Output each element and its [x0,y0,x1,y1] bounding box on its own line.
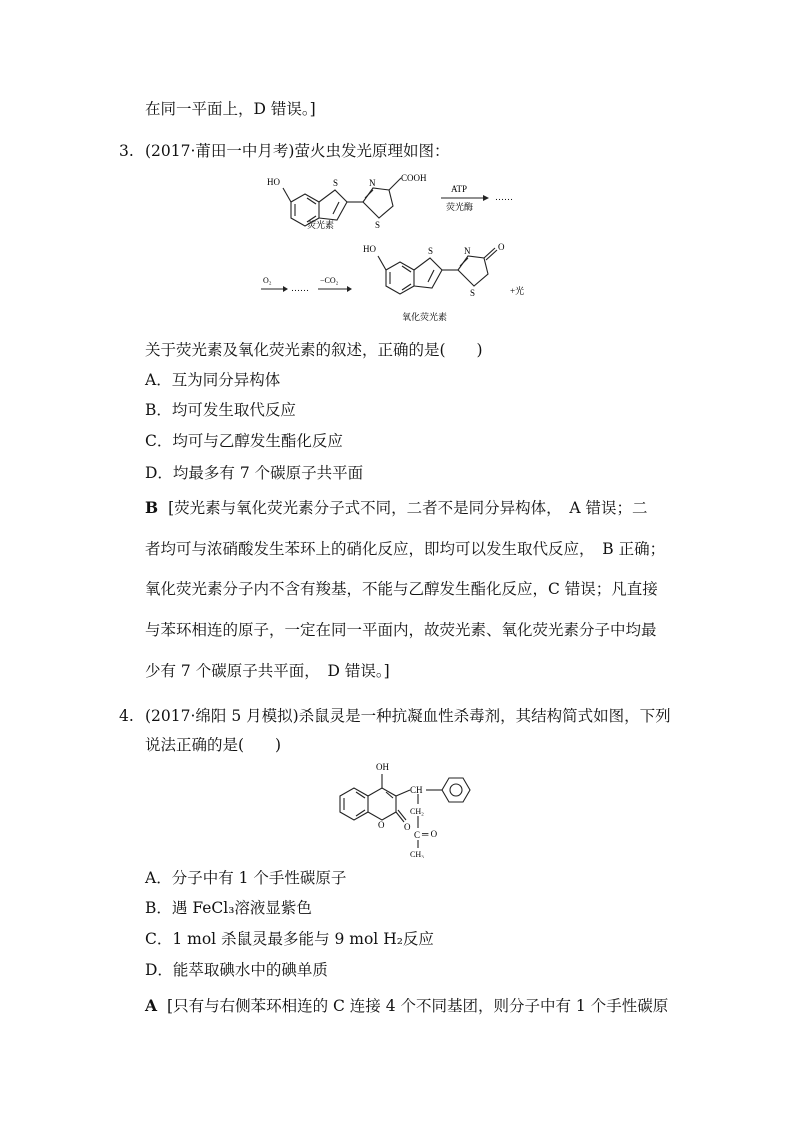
q3-explanation-line-3: 氧化荧光素分子内不含有羧基，不能与乙醇发生酯化反应，C 错误；凡直接 [145,580,658,598]
q3-option-b: B．均可发生取代反应 [145,401,296,419]
question-4-stem-1: (2017·绵阳 5 月模拟)杀鼠灵是一种抗凝血性杀毒剂，其结构简式如图，下列 [145,707,671,725]
q4-answer-letter: A [145,996,158,1015]
question-3-number: 3. [119,142,134,160]
q4-option-c: C．1 mol 杀鼠灵最多能与 9 mol H₂反应 [145,930,434,948]
question-3-stem: (2017·莆田一中月考)萤火虫发光原理如图： [145,142,450,160]
dots-1: …… [495,192,513,202]
o-label: O [498,242,505,252]
s-label-2: S [375,220,381,230]
keto-o-label: O [404,822,411,832]
q3-explanation-text-1: [荧光素与氧化荧光素分子式不同，二者不是同分异构体， A 错误；二 [168,499,648,517]
q3-option-a: A．互为同分异构体 [145,371,281,389]
co2-label: −CO₂ [320,276,339,285]
n-label-1: N [369,178,376,188]
continuation-line: 在同一平面上，D 错误。] [145,100,316,118]
q4-explanation-text-1: [只有与右侧苯环相连的 C 连接 4 个不同基团，则分子中有 1 个手性碳原 [167,997,669,1015]
q3-option-d: D．均最多有 7 个碳原子共平面 [145,464,364,482]
luciferin-name: 荧光素 [307,220,335,230]
oxyluciferin-name: 氧化荧光素 [402,312,448,322]
eq-o-label: ═ O [422,829,438,839]
q3-explanation-line-1 [145,498,648,518]
ring-o-label: O [378,820,385,830]
light-label: +光 [510,286,525,296]
q3-answer-letter: B [145,498,159,517]
q4-explanation-line-1 [145,996,668,1016]
c-label: C [414,830,421,840]
warfarin-structure-diagram [318,760,488,858]
q4-option-d: D．能萃取碘水中的碘单质 [145,961,328,979]
enzyme-label: 荧光酶 [446,202,474,212]
q4-option-a: A．分子中有 1 个手性碳原子 [145,869,347,887]
ho-label-2: HO [363,244,376,254]
question-4-stem-2: 说法正确的是( ) [145,736,282,754]
dots-2: …… [291,283,309,293]
atp-label: ATP [451,184,468,194]
q3-option-c: C．均可与乙醇发生酯化反应 [145,432,343,450]
question-3-prompt: 关于荧光素及氧化荧光素的叙述，正确的是( ) [145,341,483,359]
q3-explanation-line-4: 与苯环相连的原子，一定在同一平面内，故荧光素、氧化荧光素分子中均最 [145,621,657,639]
s-label-3: S [428,246,434,256]
ho-label-1: HO [267,177,280,187]
o2-label: O₂ [263,276,272,285]
question-4-number: 4. [119,707,134,725]
s-label-1: S [333,178,339,188]
s-label-4: S [470,288,476,298]
q3-explanation-line-5: 少有 7 个碳原子共平面， D 错误。] [145,662,390,680]
ch3-label: CH₃ [410,850,424,858]
oh-label: OH [376,762,389,772]
ch-label: CH [410,785,423,795]
n-label-2: N [464,246,471,256]
q4-option-b: B．遇 FeCl₃溶液显紫色 [145,899,312,917]
cooh-label: COOH [401,173,427,183]
q3-explanation-line-2: 者均可与浓硝酸发生苯环上的硝化反应，即均可以发生取代反应， B 正确； [145,540,666,558]
luciferin-reaction-diagram [255,168,545,328]
ch2-label: CH₂ [410,807,424,816]
